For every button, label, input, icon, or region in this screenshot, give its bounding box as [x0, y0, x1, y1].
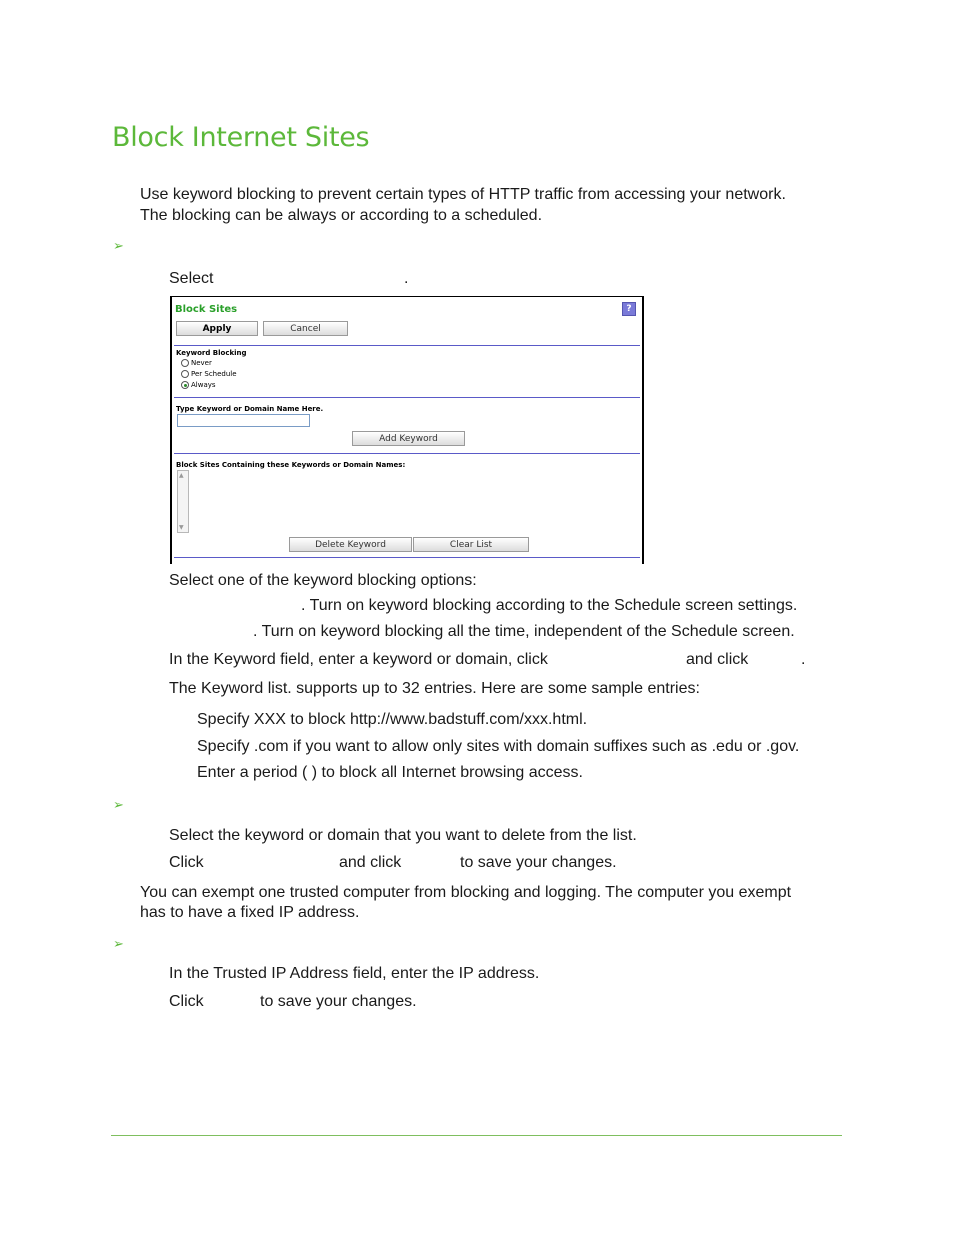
blocked-list-label: Block Sites Containing these Keywords or Domain Names:: [176, 461, 406, 469]
radio-never-icon[interactable]: [181, 359, 189, 367]
blocked-keywords-list[interactable]: [177, 470, 189, 533]
step-select-suffix: .: [404, 270, 409, 287]
block-sites-screenshot: [170, 296, 644, 564]
radio-never-label: Never: [191, 359, 212, 367]
delete-step-2-part3: to save your changes.: [460, 854, 617, 871]
keyword-step-part3: .: [801, 651, 806, 668]
keyword-list-text: The Keyword list. supports up to 32 entries. Here are some sample entries:: [169, 680, 700, 697]
procedure-arrow-icon: ➢: [113, 797, 124, 812]
sample-entry-2: Specify .com if you want to allow only sites with domain suffixes such as .edu or .gov.: [197, 738, 800, 755]
scroll-up-icon[interactable]: ▲: [179, 472, 184, 479]
add-keyword-button[interactable]: Add Keyword: [352, 431, 465, 446]
exempt-line-2: has to have a fixed IP address.: [140, 904, 360, 921]
keyword-step-part2: and click: [686, 651, 749, 668]
divider: [174, 397, 640, 398]
page-title: Block Internet Sites: [112, 122, 370, 153]
divider: [174, 557, 640, 558]
radio-per-schedule-icon[interactable]: [181, 370, 189, 378]
delete-keyword-button[interactable]: Delete Keyword: [289, 537, 412, 552]
trusted-step-1: In the Trusted IP Address field, enter the IP address.: [169, 965, 540, 982]
trusted-step-2-part1: Click: [169, 993, 204, 1010]
clear-list-button[interactable]: Clear List: [413, 537, 529, 552]
keyword-blocking-label: Keyword Blocking: [176, 349, 247, 357]
scroll-down-icon[interactable]: ▼: [179, 524, 184, 531]
keyword-step-part1: In the Keyword field, enter a keyword or domain, click: [169, 651, 548, 668]
intro-line-1: Use keyword blocking to prevent certain types of HTTP traffic from accessing your network.: [140, 186, 786, 203]
procedure-arrow-icon: ➢: [113, 936, 124, 951]
divider: [174, 453, 640, 454]
intro-line-2: The blocking can be always or according to a scheduled.: [140, 207, 543, 224]
footer-divider: [111, 1135, 842, 1136]
radio-per-schedule[interactable]: [181, 370, 237, 378]
procedure-arrow-icon: ➢: [113, 238, 124, 253]
radio-always-icon[interactable]: [181, 381, 189, 389]
exempt-line-1: You can exempt one trusted computer from blocking and logging. The computer you exempt: [140, 884, 792, 901]
trusted-step-2-part2: to save your changes.: [260, 993, 417, 1010]
radio-per-schedule-label: Per Schedule: [191, 370, 237, 378]
apply-button[interactable]: Apply: [176, 321, 258, 336]
cancel-button[interactable]: Cancel: [263, 321, 348, 336]
select-options-intro: Select one of the keyword blocking options:: [169, 572, 477, 589]
option-always-text: . Turn on keyword blocking all the time, independent of the Schedule screen.: [253, 623, 795, 640]
keyword-input[interactable]: [177, 414, 310, 427]
radio-always-label: Always: [191, 381, 216, 389]
divider: [174, 345, 640, 346]
delete-step-2-part1: Click: [169, 854, 204, 871]
sample-entry-3: Enter a period ( ) to block all Internet browsing access.: [197, 764, 583, 781]
option-schedule-text: . Turn on keyword blocking according to the Schedule screen settings.: [301, 597, 798, 614]
ui-title: Block Sites: [175, 304, 238, 315]
type-keyword-label: Type Keyword or Domain Name Here.: [176, 405, 324, 413]
delete-step-2-part2: and click: [339, 854, 402, 871]
step-select-prefix: Select: [169, 270, 214, 287]
radio-always[interactable]: [181, 381, 216, 389]
help-icon[interactable]: ?: [622, 302, 636, 316]
sample-entry-1: Specify XXX to block http://www.badstuff.com/xxx.html.: [197, 711, 588, 728]
delete-step-1: Select the keyword or domain that you want to delete from the list.: [169, 827, 637, 844]
radio-never[interactable]: [181, 359, 212, 367]
